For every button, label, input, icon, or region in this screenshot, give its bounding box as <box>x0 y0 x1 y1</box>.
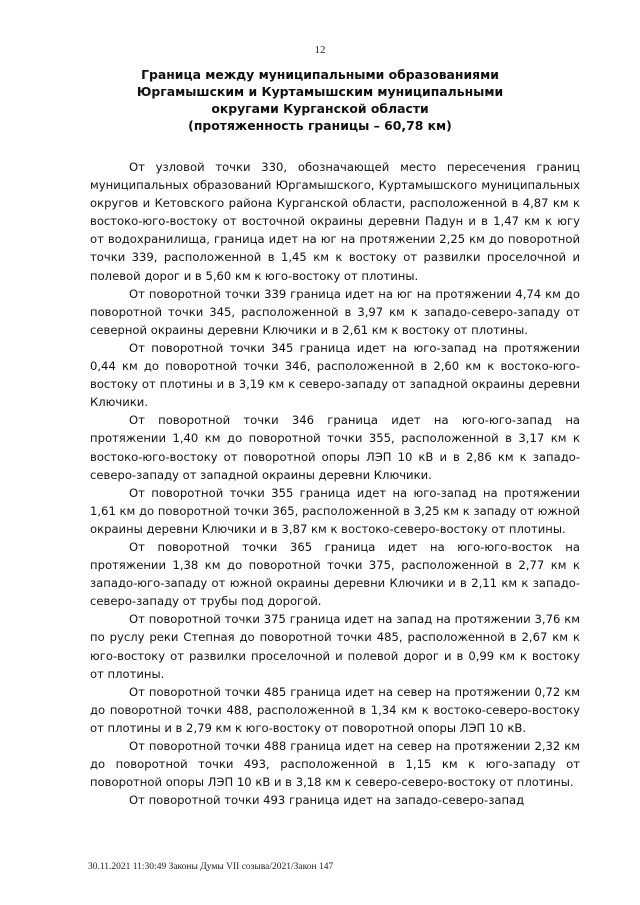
paragraph: От поворотной точки 365 граница идет на юго-юго-восток на протяжении 1,38 км до поворотной точки 375, расположенной в 2,77 км к западо-юго-западу от южной окраины деревни Ключики и в 2,11 км к западо-северо-западу от трубы под дорогой. <box>90 539 580 609</box>
page-number: 12 <box>314 44 326 56</box>
title-line-length: (протяженность границы – 60,78 км) <box>188 118 452 133</box>
paragraph: От поворотной точки 339 граница идет на юг на протяжении 4,74 км до поворотной точки 345, расположенной в 3,97 км к западо-северо-западу от северной окраины деревни Ключики и в 2,61 км к востоку от плотины. <box>90 286 580 337</box>
paragraph: От поворотной точки 355 граница идет на юго-запад на протяжении 1,61 км до поворотной точки 365, расположенной в 3,25 км к западу от южной окраины деревни Ключики и в 3,87 км к востоко-северо-востоку от плотины. <box>90 485 580 536</box>
paragraph: От узловой точки 330, обозначающей место пересечения границ муниципальных образований Юргамышского, Куртамышского муниципальных округов и Кетовского района Курганской области, расположенной в 4,87 км к востоко-юго-востоку от восточной окраины деревни Падун и в 1,47 км к югу от водохранилища, граница идет на юг на протяжении 2,25 км до поворотной точки 339, расположенной в 1,45 км к востоку от развилки проселочной и полевой дорог и в 5,60 км к юго-востоку от плотины. <box>90 160 580 283</box>
paragraph: От поворотной точки 488 граница идет на север на протяжении 2,32 км до поворотной точки 493, расположенной в 1,15 км к юго-западу от поворотной опоры ЛЭП 10 кВ и в 3,18 км к северо-северо-востоку от плотины. <box>90 739 580 790</box>
paragraph: От поворотной точки 493 граница идет на западо-северо-запад <box>129 793 525 808</box>
paragraph: От поворотной точки 375 граница идет на запад на протяжении 3,76 км по руслу реки Степная до поворотной точки 485, расположенной в 2,67 км к юго-востоку от развилки проселочной и полевой дорог и в 0,99 км к востоку от плотины. <box>90 612 580 681</box>
title-line: Граница между муниципальными образованиями <box>141 67 499 82</box>
paragraph: От поворотной точки 485 граница идет на север на протяжении 0,72 км до поворотной точки 488, расположенной в 1,34 км к востоко-северо-востоку от плотины и в 2,79 км к юго-востоку от поворотной опоры ЛЭП 10 кВ. <box>90 684 580 735</box>
paragraph: От поворотной точки 346 граница идет на юго-юго-запад на протяжении 1,40 км до поворотной точки 355, расположенной в 3,17 км к востоко-юго-востоку от поворотной опоры ЛЭП 10 кВ и в 2,86 км к западо-северо-западу от западной окраины деревни Ключики. <box>90 413 580 482</box>
document-body <box>90 158 580 809</box>
paragraph: От поворотной точки 345 граница идет на юго-запад на протяжении 0,44 км до поворотной точки 346, расположенной в 2,60 км к востоко-юго-востоку от плотины и в 3,19 км к северо-западу от западной окраины деревни Ключики. <box>90 340 580 410</box>
footer-stamp: 30.11.2021 11:30:49 Законы Думы VII созыва/2021/Закон 147 <box>88 862 334 872</box>
title-line: Юргамышским и Куртамышским муниципальными <box>136 84 504 99</box>
document-title <box>0 66 640 134</box>
title-line: округами Курганской области <box>211 101 429 116</box>
